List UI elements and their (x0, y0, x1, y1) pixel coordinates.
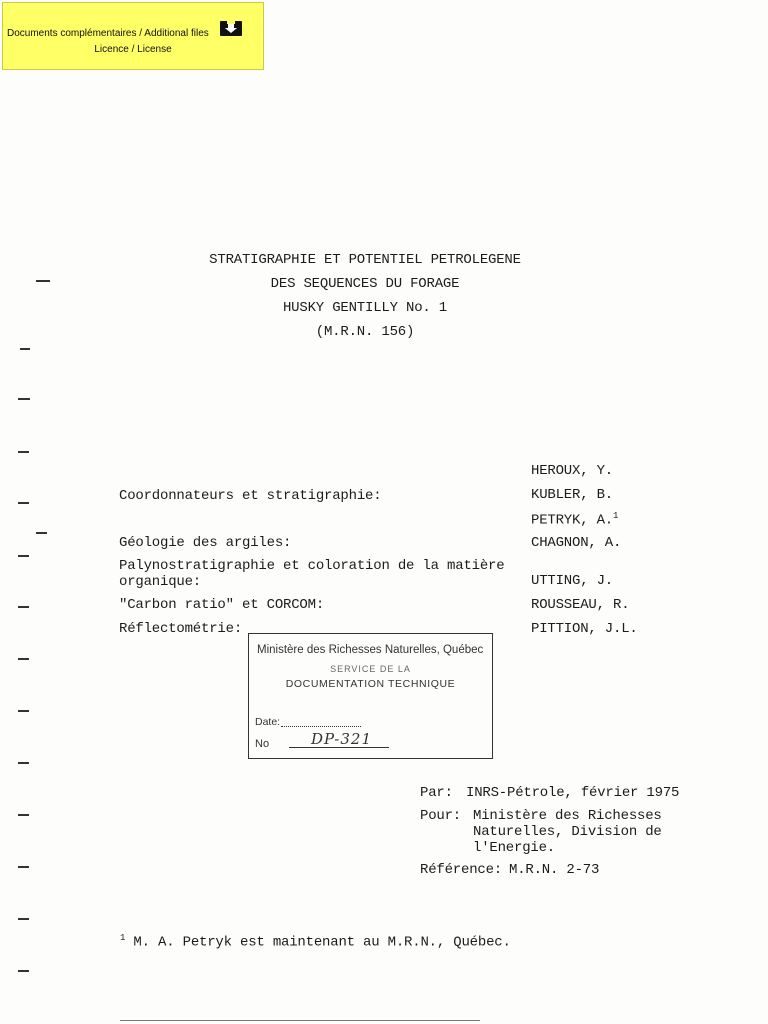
footnote (120, 933, 511, 951)
author-utting: UTTING, J. (531, 573, 614, 589)
stamp-no-label: No (255, 738, 270, 750)
role-clay-geology: Géologie des argiles: (119, 535, 292, 551)
additional-files-banner (2, 2, 264, 70)
margin-mark (18, 606, 29, 608)
margin-mark (18, 451, 29, 453)
author-chagnon: CHAGNON, A. (531, 535, 622, 551)
margin-mark (18, 918, 29, 920)
stamp-documentation: DOCUMENTATION TECHNIQUE (285, 678, 456, 690)
download-icon[interactable] (220, 21, 242, 36)
pour-line-3: l'Energie. (473, 840, 556, 856)
margin-mark (18, 866, 29, 868)
license-link[interactable]: Licence / License (94, 44, 172, 55)
margin-mark (20, 348, 30, 350)
margin-mark (18, 398, 30, 400)
margin-mark (18, 555, 29, 557)
role-palynostratigraphy-cont: organique: (119, 574, 202, 590)
pour-line-1: Ministère des Richesses (473, 808, 662, 824)
role-coordination: Coordonnateurs et stratigraphie: (119, 488, 382, 504)
margin-mark (18, 658, 29, 660)
margin-mark (18, 970, 29, 972)
footnote-mark: 1 (120, 933, 126, 943)
author-pittion: PITTION, J.L. (531, 621, 638, 637)
margin-mark (18, 762, 29, 764)
margin-mark (18, 710, 29, 712)
footnote-reference: 1 (613, 511, 619, 521)
author-rousseau: ROUSSEAU, R. (531, 597, 630, 613)
stamp-service: SERVICE DE LA (330, 664, 411, 674)
margin-mark (18, 502, 29, 504)
pour-label: Pour: (420, 808, 462, 824)
bottom-edge-line (120, 1020, 480, 1021)
margin-mark (36, 532, 47, 534)
documentation-stamp (248, 633, 493, 759)
document-title-line-2: DES SEQUENCES DU FORAGE (270, 276, 460, 292)
role-reflectometry: Réflectométrie: (119, 621, 243, 637)
role-palynostratigraphy: Palynostratigraphie et coloration de la matière (119, 558, 505, 574)
document-title-line-1: STRATIGRAPHIE ET POTENTIEL PETROLEGENE (209, 252, 521, 268)
author-kubler: KUBLER, B. (531, 487, 614, 503)
par-value: INRS-Pétrole, février 1975 (466, 785, 680, 801)
stamp-ministry: Ministère des Richesses Naturelles, Québec (257, 644, 484, 656)
document-title-line-4: (M.R.N. 156) (315, 324, 415, 340)
reference-label: Référence: (420, 862, 503, 878)
role-carbon-ratio: "Carbon ratio" et CORCOM: (119, 597, 325, 613)
stamp-date-line (281, 726, 361, 727)
additional-files-link[interactable]: Documents complémentaires / Additional files (7, 28, 209, 39)
stamp-no-value: DP-321 (311, 730, 372, 748)
par-label: Par: (420, 785, 453, 801)
footnote-text: M. A. Petryk est maintenant au M.R.N., Québec. (133, 934, 511, 951)
document-title-line-3: HUSKY GENTILLY No. 1 (282, 300, 448, 316)
stamp-no-line (289, 747, 389, 748)
margin-mark (18, 814, 29, 816)
author-heroux: HEROUX, Y. (531, 463, 614, 479)
pour-line-2: Naturelles, Division de (473, 824, 662, 840)
stamp-date-label: Date: (255, 716, 281, 728)
author-petryk: PETRYK, A.$^1$ (531, 511, 619, 529)
reference-value: M.R.N. 2-73 (509, 862, 600, 878)
